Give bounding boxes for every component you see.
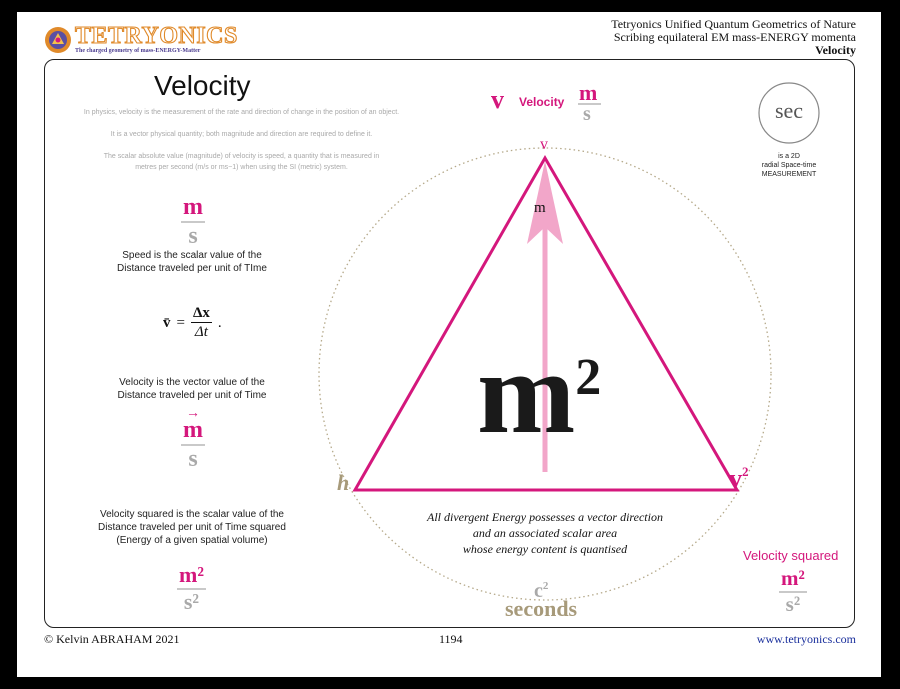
formula-end: . <box>217 314 222 331</box>
velocity-squared-unit-num: m² <box>177 564 206 590</box>
bottom-c: c <box>534 580 543 602</box>
formula-den: Δt <box>194 324 208 340</box>
velocity-unit-den: s <box>188 446 198 472</box>
center-m: m <box>477 327 576 458</box>
logo-tagline: The charged geometry of mass-ENERGY-Matter <box>75 48 201 54</box>
caption-line-1: All divergent Energy possesses a vector direction <box>427 510 663 524</box>
corner-unit-num: m² <box>779 568 807 593</box>
formula-lhs: v̄ <box>163 314 171 331</box>
formula-equals: = <box>176 314 185 331</box>
formula-fraction <box>191 306 212 340</box>
caption-line-2: and an associated scalar area <box>472 526 618 540</box>
footer-website-link[interactable]: www.tetryonics.com <box>756 632 856 646</box>
page <box>17 12 881 677</box>
logo-text: TETRYONICS <box>75 23 238 49</box>
footer-page-number: 1194 <box>439 632 463 646</box>
sec-badge-label: sec <box>774 98 804 123</box>
velocity-text <box>77 376 307 402</box>
footer-copyright: © Kelvin ABRAHAM 2021 <box>44 632 180 646</box>
apex-label: v <box>540 136 548 153</box>
vector-arrow-icon: → <box>186 406 200 421</box>
velocity-text-line-1: Velocity is the vector value of the <box>119 377 265 388</box>
center-exp: 2 <box>575 349 602 406</box>
page-title: Velocity <box>154 70 251 101</box>
velocity-squared-corner-unit <box>779 568 807 615</box>
velocity-squared-unit-den: s² <box>183 589 200 614</box>
bottom-c-exp: 2 <box>542 580 549 592</box>
bottom-seconds-label: seconds <box>505 596 578 621</box>
velocity-text-line-2: Distance traveled per unit of Time <box>117 390 267 401</box>
velocity-squared-unit <box>177 564 206 613</box>
velocity-squared-line-2: Distance traveled per unit of Time squared <box>98 522 286 533</box>
velocity-squared-corner-label: Velocity squared <box>743 548 839 563</box>
speed-text-line-2: Distance traveled per unit of TIme <box>117 263 267 274</box>
series-title: Tetryonics Unified Quantum Geometrics of Nature <box>611 17 856 31</box>
speed-text <box>77 249 307 275</box>
series-subtitle: Scribing equilateral EM mass-ENERGY momenta <box>613 30 856 44</box>
sec-caption-line-1: is a 2D <box>778 153 800 160</box>
intro-line-1: In physics, velocity is the measurement of the rate and direction of change in the position of an object. <box>83 109 400 116</box>
right-vertex-label <box>729 464 749 494</box>
speed-unit <box>181 195 205 248</box>
top-unit-den: s <box>583 103 591 125</box>
speed-unit-den: s <box>188 223 198 249</box>
sec-caption-line-3: MEASUREMENT <box>761 171 817 178</box>
velocity-unit-num: m <box>181 418 205 446</box>
corner-unit-den: s² <box>785 592 801 616</box>
speed-unit-num: m <box>181 195 205 223</box>
topic-label: Velocity <box>815 43 856 57</box>
top-unit-num: m <box>579 80 598 105</box>
top-symbol: v <box>491 85 504 114</box>
center-label <box>477 327 602 458</box>
sec-badge-caption <box>749 152 829 179</box>
speed-text-line-1: Speed is the scalar value of the <box>122 250 262 261</box>
formula-num: Δx <box>192 305 210 321</box>
velocity-squared-line-3: (Energy of a given spatial volume) <box>116 535 268 546</box>
left-vertex-label: h <box>337 470 350 495</box>
right-vertex-exp: 2 <box>742 464 749 479</box>
velocity-unit <box>181 406 205 472</box>
velocity-formula <box>163 306 222 340</box>
top-label: Velocity <box>519 95 565 109</box>
velocity-squared-line-1: Velocity squared is the scalar value of the <box>100 509 284 520</box>
velocity-squared-text <box>57 508 327 547</box>
sec-caption-line-2: radial Space-time <box>761 162 817 169</box>
intro-line-3: The scalar absolute value (magnitude) of velocity is speed, a quantity that is measured in <box>103 153 380 160</box>
intro-line-4: metres per second (m/s or ms−1) when using the SI (metric) system. <box>135 164 348 171</box>
right-vertex-v: v <box>729 464 742 493</box>
caption-line-3: whose energy content is quantised <box>462 542 628 556</box>
arrow-label: m <box>534 200 546 216</box>
intro-line-2: It is a vector physical quantity; both magnitude and direction are required to define it. <box>110 131 373 138</box>
diagram-caption <box>395 509 695 557</box>
